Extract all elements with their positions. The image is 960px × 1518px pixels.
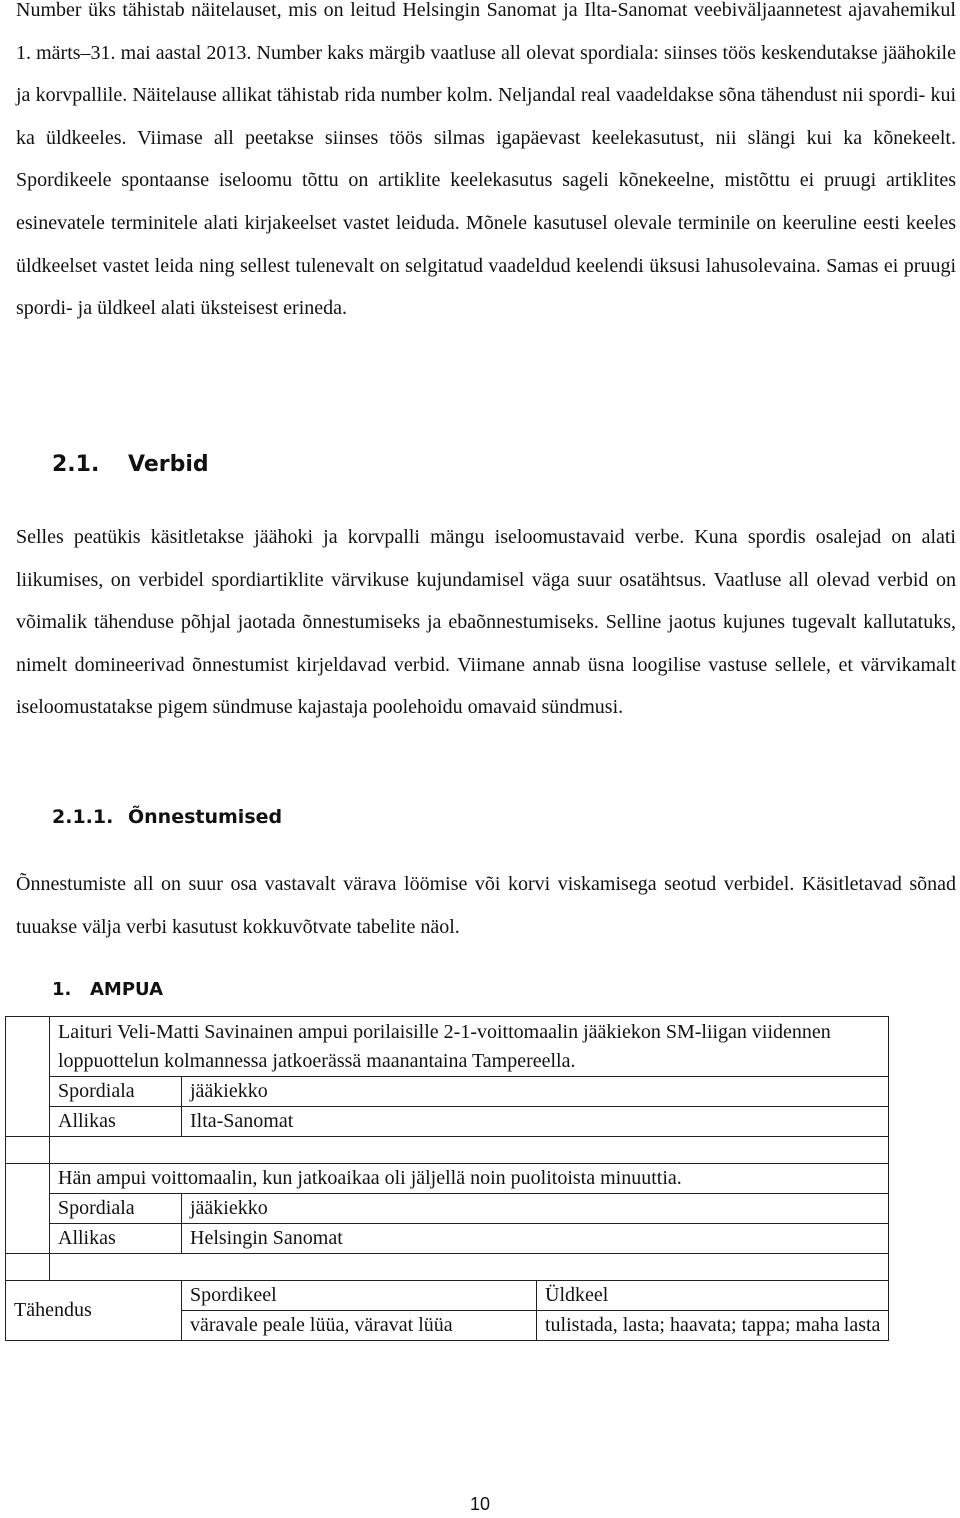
section-title: Verbid xyxy=(128,452,209,477)
table-row xyxy=(6,1077,889,1107)
source-label: Allikas xyxy=(50,1224,182,1254)
table-row xyxy=(6,1107,889,1137)
source-value: Ilta-Sanomat xyxy=(182,1107,889,1137)
table-row xyxy=(6,1017,889,1077)
section-number: 2.1. xyxy=(52,452,100,477)
sport-language-header: Spordikeel xyxy=(182,1281,537,1311)
sport-value: jääkiekko xyxy=(182,1077,889,1107)
verb-number: 1. xyxy=(52,979,72,1000)
general-language-meaning: tulistada, lasta; haavata; tappa; maha lasta xyxy=(537,1311,889,1341)
meaning-label: Tähendus xyxy=(6,1281,182,1341)
verb-heading-ampua xyxy=(52,979,163,1000)
table-row xyxy=(6,1194,889,1224)
subsection-heading-onnestumised xyxy=(52,806,282,828)
sport-label: Spordiala xyxy=(50,1194,182,1224)
table-row xyxy=(6,1224,889,1254)
sport-label: Spordiala xyxy=(50,1077,182,1107)
verb-usage-table xyxy=(5,1016,889,1341)
subsection-title: Õnnestumised xyxy=(128,806,283,828)
onnestumised-paragraph: Õnnestumiste all on suur osa vastavalt värava löömise või korvi viskamisega seotud verbidel. Käsitletavad sõnad tuuakse välja verbi kasutust kokkuvõtvate tabelite näol. xyxy=(16,873,956,938)
subsection-number: 2.1.1. xyxy=(52,806,114,828)
verb-title: AMPUA xyxy=(90,979,164,1000)
source-value: Helsingin Sanomat xyxy=(182,1224,889,1254)
source-label: Allikas xyxy=(50,1107,182,1137)
sport-value: jääkiekko xyxy=(182,1194,889,1224)
meaning-header-row xyxy=(6,1281,889,1311)
table-row-empty xyxy=(6,1137,889,1164)
sport-language-meaning: väravale peale lüüa, väravat lüüa xyxy=(182,1311,537,1341)
general-language-header: Üldkeel xyxy=(537,1281,889,1311)
intro-paragraph: Number üks tähistab näitelauset, mis on leitud Helsingin Sanomat ja Ilta-Sanomat veebiväljaannetest ajavahemikul 1. märts–31. mai aastal 2013. Number kaks märgib vaatluse all olevat spordiala: siinses töös keskendutakse jäähokile ja korvpallile. Näitelause allikat tähistab rida number kolm. Neljandal real vaadeldakse sõna tähendust nii spordi- kui ka üldkeeles. Viimase all peetakse siinses töös silmas igapäevast keelekasutust, nii slängi kui ka kõnekeelt. Spordikeele spontaanse iseloomu tõttu on artiklite keelekasutus sageli kõnekeelne, mistõttu ei pruugi artiklites esinevatele terminitele alati kirjakeelset vastet leiduda. Mõnele kasutusel olevale terminile on keeruline eesti keeles üldkeelset vastet leida ning sellest tulenevalt on selgitatud vaadeldud keelendi üksusi lahusolevaina. Samas ei pruugi spordi- ja üldkeel alati üksteisest erineda. xyxy=(16,0,956,320)
verbid-paragraph: Selles peatükis käsitletakse jäähoki ja korvpalli mängu iseloomustavaid verbe. Kuna spordis osalejad on alati liikumises, on verbidel spordiartiklite värvikuse kujundamisel väga suur osatähtsus. Vaatluse all olevad verbid on võimalik tähenduse põhjal jaotada õnnestumiseks ja ebaõnnestumiseks. Selline jaotus kujunes tugevalt kallutatuks, nimelt domineerivad õnnestumist kirjeldavad verbid. Viimane annab üsna loogilise vastuse sellele, et värvikamalt iseloomustatakse pigem sündmuse kajastaja poolehoidu omavaid sündmusi. xyxy=(16,526,956,719)
page-number: 10 xyxy=(469,1494,491,1514)
table-row-empty xyxy=(6,1254,889,1281)
example-sentence: Hän ampui voittomaalin, kun jatkoaikaa oli jäljellä noin puolitoista minuuttia. xyxy=(50,1164,889,1194)
section-heading-verbid xyxy=(52,452,209,477)
table-row xyxy=(6,1164,889,1194)
example-sentence: Laituri Veli-Matti Savinainen ampui porilaisille 2-1-voittomaalin jääkiekon SM-liigan viidennen loppuottelun kolmannessa jatkoerässä maanantaina Tampereella. xyxy=(50,1017,889,1077)
